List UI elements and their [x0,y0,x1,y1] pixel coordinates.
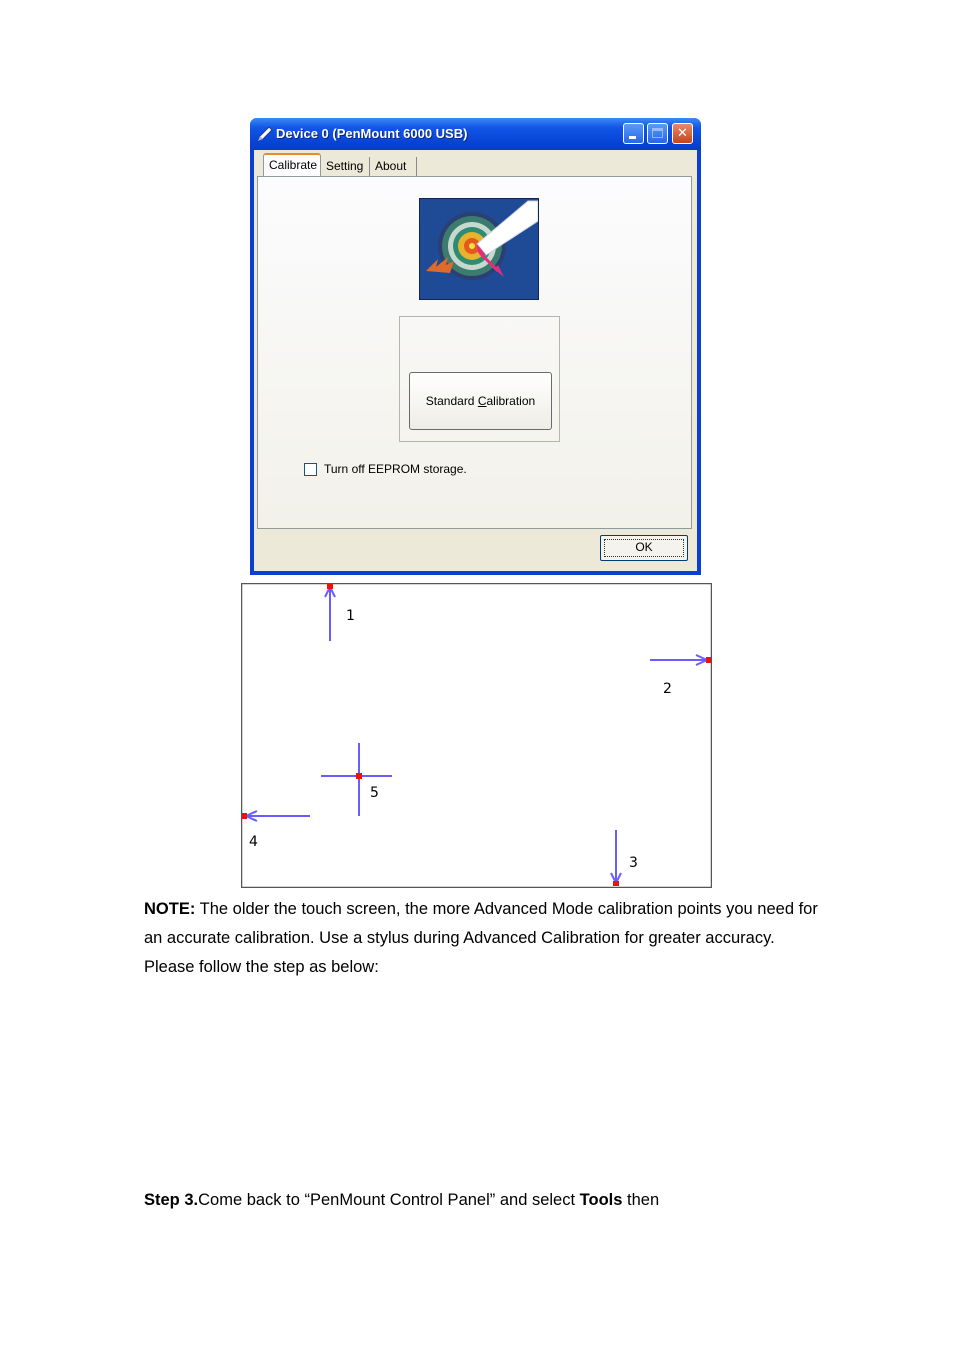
tab-about[interactable]: About [370,157,417,177]
target-icon [420,199,538,299]
step-3-paragraph [144,1186,824,1215]
step-text-1: Come back to “PenMount Control Panel” and select [198,1191,580,1209]
eeprom-checkbox[interactable] [304,463,317,476]
calibration-target-illustration [419,198,539,300]
minimize-button[interactable] [623,123,644,144]
note-paragraph [144,895,824,982]
point-label-1: 1 [346,608,355,624]
maximize-button[interactable] [647,123,668,144]
maximize-icon [652,128,663,138]
standard-calibration-button[interactable] [409,372,552,430]
button-label-part: Standard [425,394,478,408]
ok-button[interactable] [600,535,688,561]
pen-icon [256,125,274,143]
tab-calibrate[interactable]: Calibrate [263,153,321,177]
device-properties-window [250,118,701,575]
note-text: The older the touch screen, the more Advanced Mode calibration points you need for an accurate calibration. Use a stylus during Advanced Calibration for greater accuracy. Please follow the step as below: [144,900,818,976]
screen-outline [242,584,712,888]
focus-rectangle [604,539,684,557]
step-text-2: then [622,1191,660,1209]
tab-setting[interactable]: Setting [321,157,370,177]
calibration-group-box [399,316,560,442]
point-label-4: 4 [249,834,258,850]
button-mnemonic: C [477,394,487,408]
dialog-client-area [254,150,697,571]
button-label-part: alibration [486,394,536,408]
point-label-2: 2 [663,681,672,697]
point-label-5: 5 [370,785,379,801]
note-label: NOTE: [144,900,196,918]
eeprom-checkbox-label: Turn off EEPROM storage. [324,462,467,476]
tools-keyword: Tools [579,1191,623,1209]
title-bar[interactable] [250,118,701,150]
close-button[interactable] [672,123,693,144]
point-label-3: 3 [629,855,638,871]
window-title: Device 0 (PenMount 6000 USB) [276,126,468,141]
calibration-points-diagram [241,583,712,888]
step-label: Step 3. [144,1191,199,1209]
calibrate-tab-panel [257,176,692,529]
ok-button-label: OK [635,540,653,554]
minimize-icon [629,136,636,139]
close-icon: ✕ [677,126,688,141]
